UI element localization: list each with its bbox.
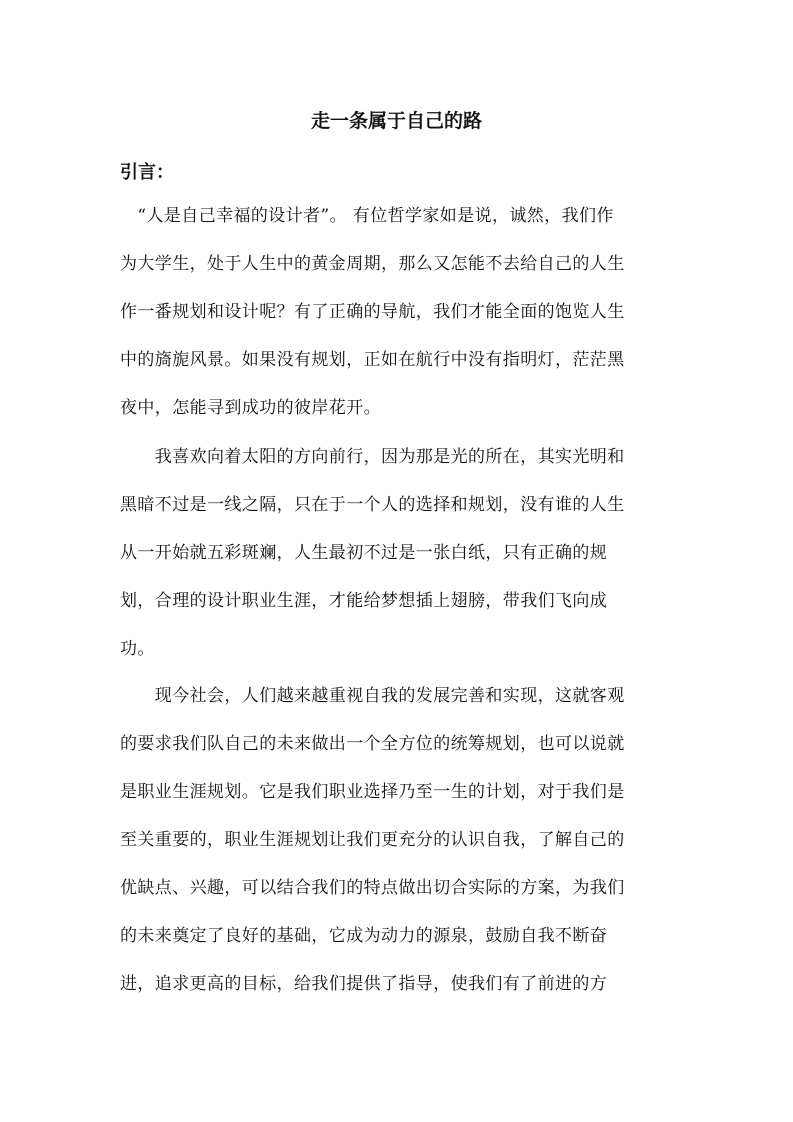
paragraph-line: 进，追求更高的目标，给我们提供了指导，使我们有了前进的方 [120, 974, 608, 994]
paragraph-line: 至关重要的，职业生涯规划让我们更充分的认识自我，了解自己的 [120, 830, 625, 850]
paragraph-line: 我喜欢向着太阳的方向前行，因为那是光的所在，其实光明和 [120, 447, 625, 467]
paragraph-line: 黑暗不过是一线之隔，只在于一个人的选择和规划，没有谁的人生 [120, 495, 625, 515]
paragraph-line: 的未来奠定了良好的基础，它成为动力的源泉，鼓励自我不断奋 [120, 926, 608, 946]
paragraph-line: 是职业生涯规划。它是我们职业选择乃至一生的计划，对于我们是 [120, 782, 625, 802]
paragraph-line: 功。 [120, 639, 155, 659]
paragraph-line: 为大学生，处于人生中的黄金周期，那么又怎能不去给自己的人生 [120, 254, 625, 274]
paragraph-line: 划，合理的设计职业生涯，才能给梦想插上翅膀，带我们飞向成 [120, 591, 608, 611]
paragraph-3 [120, 672, 675, 1008]
paragraph-line: 的要求我们队自己的未来做出一个全方位的统筹规划，也可以说就 [120, 734, 625, 754]
paragraph-2 [120, 433, 675, 673]
paragraph-line: 现今社会，人们越来越重视自我的发展完善和实现，这就客观 [120, 686, 625, 706]
document-title: 走一条属于自己的路 [310, 110, 482, 132]
paragraph-line: 中的旖旎风景。如果没有规划，正如在航行中没有指明灯，茫茫黑 [120, 350, 625, 370]
section-heading-introduction: 引言： [120, 162, 174, 183]
paragraph-1 [120, 192, 675, 432]
paragraph-line: 优缺点、兴趣，可以结合我们的特点做出切合实际的方案，为我们 [120, 878, 625, 898]
paragraph-line: 作一番规划和设计呢？有了正确的导航，我们才能全面的饱览人生 [120, 302, 625, 322]
paragraph-line: 夜中，怎能寻到成功的彼岸花开。 [120, 398, 381, 418]
paragraph-line: “人是自己幸福的设计者”。 有位哲学家如是说，诚然，我们作 [120, 206, 614, 226]
paragraph-line: 从一开始就五彩斑斓，人生最初不过是一张白纸，只有正确的规 [120, 543, 608, 563]
